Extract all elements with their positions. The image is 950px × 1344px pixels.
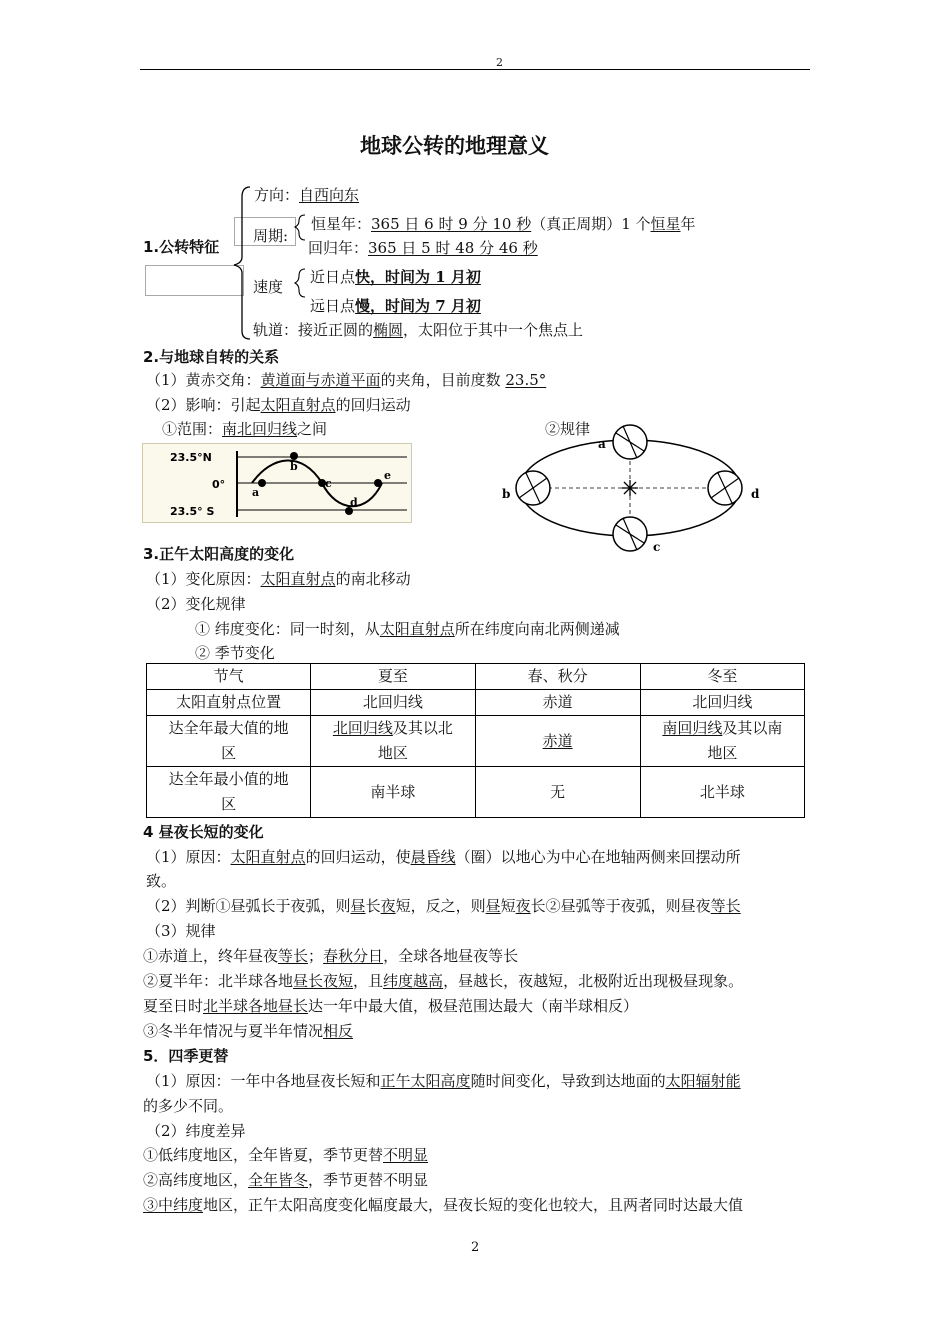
orbit-label-a: a — [598, 437, 606, 451]
aphelion-line: 远日点慢，时间为 7 月初 — [310, 297, 481, 315]
section-3-heading: 3.正午太阳高度的变化 — [143, 545, 295, 563]
table-row: 达全年最大值的地 区 北回归线及其以北 地区 赤道 南回归线及其以南 地区 — [147, 716, 805, 767]
sun-icon — [622, 480, 638, 496]
s5-line-5: ③中纬度地区，正午太阳高度变化幅度最大，昼夜长短的变化也较大，且两者同时达最大值 — [143, 1196, 744, 1214]
sidereal-year-line: 恒星年：365 日 6 时 9 分 10 秒（真正周期）1 个恒星年 — [311, 215, 696, 233]
wave-label-s: 23.5° S — [170, 505, 215, 518]
s4-line-2: （2）判断①昼弧长于夜弧，则昼长夜短，反之，则昼短夜长②昼弧等于夜弧，则昼夜等长 — [146, 897, 741, 915]
earth-d — [708, 471, 742, 505]
s4-line-1: （1）原因：太阳直射点的回归运动，使晨昏线（圈）以地心为中心在地轴两侧来回摆动所 — [146, 848, 741, 866]
orbit-label-d: d — [751, 487, 760, 501]
s5-line-1b: 的多少不同。 — [143, 1097, 234, 1115]
s3-line-4: ② 季节变化 — [195, 644, 275, 662]
period-label: 周期: — [253, 227, 289, 245]
page-title: 地球公转的地理意义 — [360, 133, 549, 158]
footer-page-number: 2 — [471, 1240, 480, 1255]
s5-line-2: （2）纬度差异 — [146, 1122, 246, 1140]
orbit-label-b: b — [502, 487, 511, 501]
noon-sun-table — [146, 663, 805, 818]
s4-line-7: ③冬半年情况与夏半年情况相反 — [143, 1022, 354, 1040]
table-row: 太阳直射点位置 北回归线 赤道 北回归线 — [147, 690, 805, 716]
earth-a — [613, 425, 647, 459]
earth-b — [516, 471, 550, 505]
wave-point-e: e — [384, 469, 391, 482]
orbit-label-c: c — [653, 540, 661, 554]
s2-line-1: （1）黄赤交角：黄道面与赤道平面的夹角，目前度数 23.5° — [146, 371, 547, 389]
table-row: 达全年最小值的地 区 南半球 无 北半球 — [147, 767, 805, 818]
s4-line-4: ①赤道上，终年昼夜等长；春秋分日，全球各地昼夜等长 — [143, 947, 519, 965]
s2-line-2: （2）影响：引起太阳直射点的回归运动 — [146, 396, 411, 414]
s3-line-1: （1）变化原因：太阳直射点的南北移动 — [146, 570, 411, 588]
header-rule — [140, 69, 810, 70]
wave-point-c: c — [325, 477, 332, 490]
direction-label: 方向： — [254, 186, 300, 204]
s5-line-4: ②高纬度地区，全年皆冬，季节更替不明显 — [143, 1171, 429, 1189]
s2-line-4: ②规律 — [545, 420, 591, 438]
s4-line-5: ②夏半年：北半球各地昼长夜短，且纬度越高，昼越长，夜越短，北极附近出现极昼现象。 — [143, 972, 744, 990]
tropical-year-line: 回归年：365 日 5 时 48 分 46 秒 — [308, 239, 538, 257]
orbit-diagram — [495, 418, 775, 560]
s5-line-3: ①低纬度地区，全年皆夏，季节更替不明显 — [143, 1146, 429, 1164]
section-4-heading: 4 昼夜长短的变化 — [143, 823, 264, 841]
s4-line-3: （3）规律 — [146, 922, 216, 940]
s4-line-6: 夏至日时北半球各地昼长达一年中最大值，极昼范围达最大（南半球相反） — [143, 997, 639, 1015]
s2-line-3: ①范围：南北回归线之间 — [162, 420, 328, 438]
direction-value: 自西向东 — [299, 186, 360, 204]
orbit-shape-line: 轨道：接近正圆的椭圆，太阳位于其中一个焦点上 — [253, 321, 584, 339]
table-row: 节气 夏至 春、秋分 冬至 — [147, 664, 805, 690]
wave-label-zero: 0° — [212, 478, 226, 491]
s5-line-1: （1）原因：一年中各地昼夜长短和正午太阳高度随时间变化，导致到达地面的太阳辐射能 — [146, 1072, 741, 1090]
wave-point-a: a — [252, 486, 260, 499]
s4-line-1b: 致。 — [146, 872, 177, 890]
perihelion-line: 近日点快，时间为 1 月初 — [310, 268, 481, 286]
header-page-number: 2 — [496, 56, 503, 69]
section-2-heading: 2.与地球自转的关系 — [143, 348, 280, 366]
wave-label-n: 23.5°N — [170, 451, 212, 464]
section-1-heading: 1.公转特征 — [143, 238, 220, 256]
wave-point-d: d — [350, 496, 358, 509]
section-5-heading: 5．四季更替 — [143, 1047, 229, 1065]
subsolar-wave-diagram — [142, 443, 412, 523]
s3-line-2: （2）变化规律 — [146, 595, 246, 613]
s3-line-3: ① 纬度变化：同一时刻，从太阳直射点所在纬度向南北两侧递减 — [195, 620, 620, 638]
wave-point-b: b — [290, 460, 298, 473]
speed-label: 速度 — [253, 278, 284, 296]
earth-c — [613, 517, 647, 551]
